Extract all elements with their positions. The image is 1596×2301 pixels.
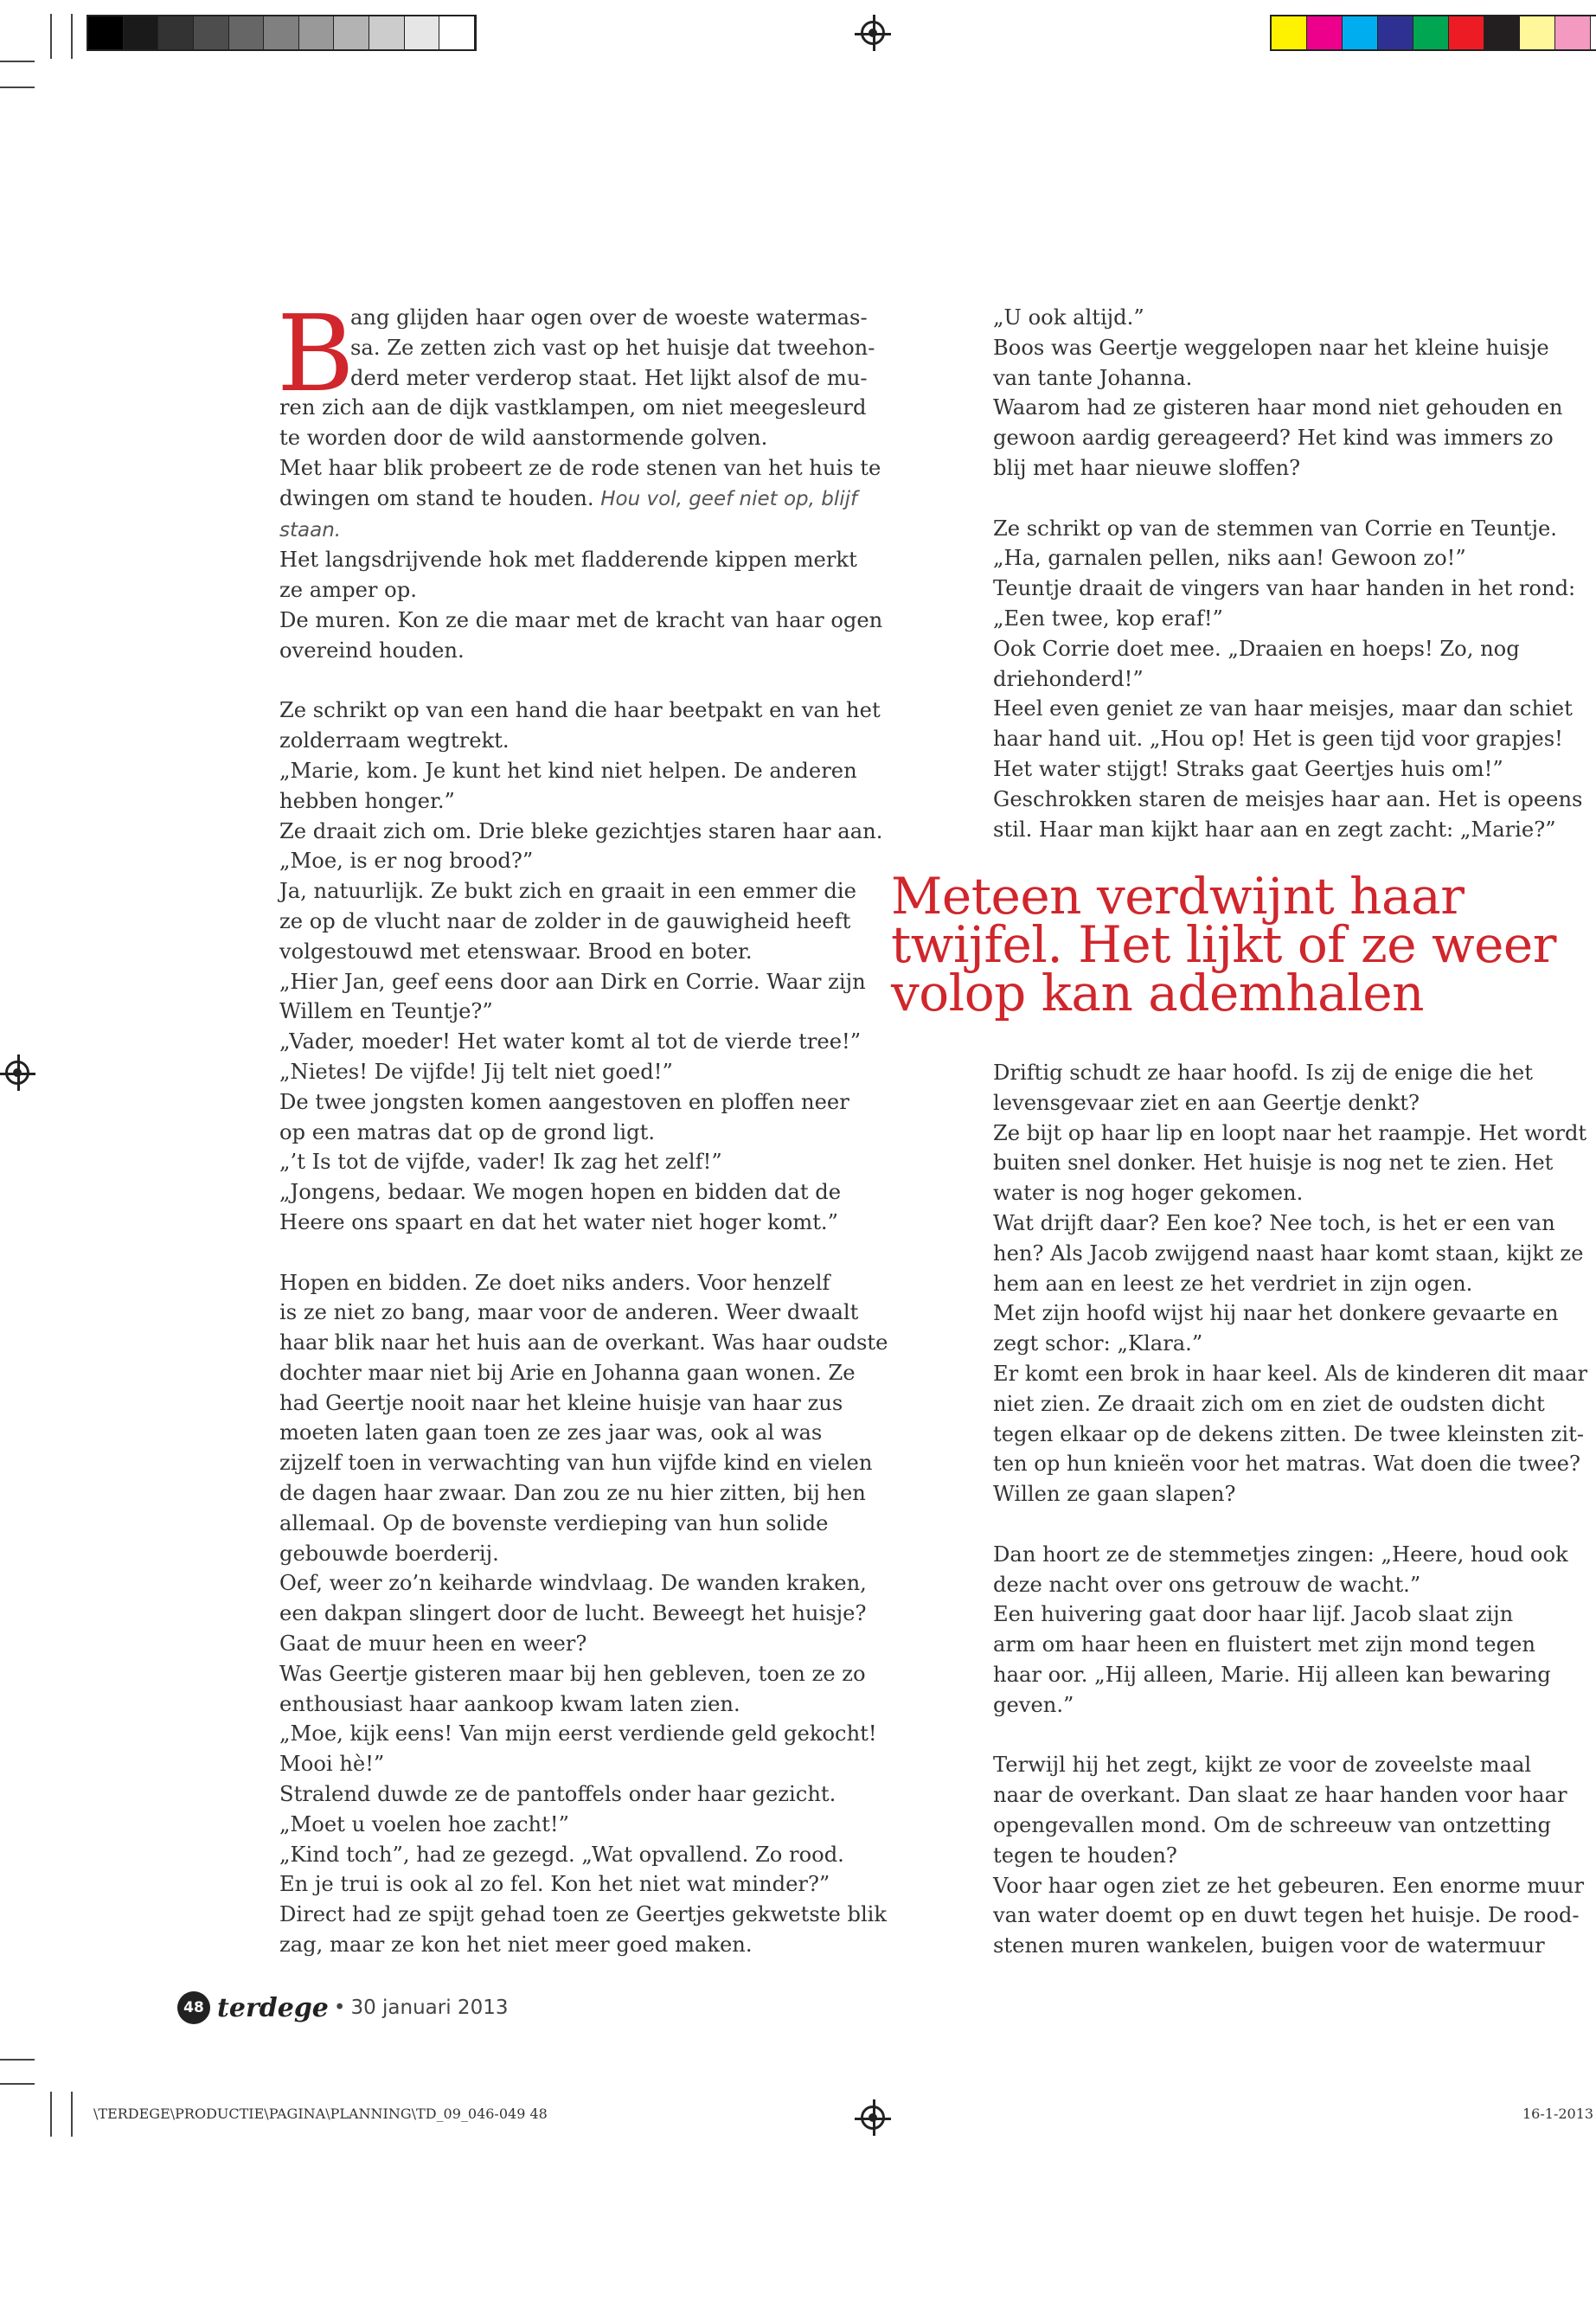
- article-line: naar de overkant. Dan slaat ze haar handen voor haar: [993, 1783, 1567, 1808]
- article-line: De muren. Kon ze die maar met de kracht van haar ogen: [279, 607, 883, 632]
- article-line: hebben honger.”: [279, 788, 455, 813]
- color-calibration-bar: [1270, 15, 1596, 51]
- article-line: Teuntje draait de vingers van haar handen in het rond:: [993, 576, 1576, 601]
- article-line: „Kind toch”, had ze gezegd. „Wat opvallend. Zo rood.: [279, 1842, 844, 1867]
- article-line: haar hand uit. „Hou op! Het is geen tijd voor grapjes!: [993, 727, 1563, 752]
- article-line: Wat drijft daar? Een koe? Nee toch, is het er een van: [993, 1210, 1555, 1235]
- article-line: arm om haar heen en fluistert met zijn mond tegen: [993, 1632, 1535, 1657]
- article-line: hen? Als Jacob zwijgend naast haar komt staan, kijkt ze: [993, 1240, 1584, 1266]
- crop-mark: [0, 87, 35, 88]
- article-line: Mooi hè!”: [279, 1752, 385, 1777]
- article-line: Driftig schudt ze haar hoofd. Is zij de enige die het: [993, 1061, 1533, 1085]
- article-line: [279, 484, 888, 515]
- article-line: Oef, weer zo’n keiharde windvlaag. De wanden kraken,: [279, 1571, 867, 1596]
- paragraph-gap: [279, 666, 888, 696]
- article-line: Heel even geniet ze van haar meisjes, maar dan schiet: [993, 696, 1573, 721]
- pull-quote-line: twijfel. Het lijkt of ze weer: [891, 915, 1556, 974]
- article-line: van water doemt op en duwt tegen het huisje. De rood-: [993, 1903, 1580, 1928]
- article-line: „Marie, kom. Je kunt het kind niet helpen. De anderen: [279, 758, 857, 783]
- article-line: Voor haar ogen ziet ze het gebeuren. Een enorme muur: [993, 1873, 1585, 1898]
- calibration-swatch: [369, 16, 405, 49]
- page-footer: [177, 1991, 508, 2024]
- article-right-column-top: [993, 303, 1582, 844]
- article-line: zegt schor: „Klara.”: [993, 1331, 1203, 1356]
- article-line: Stralend duwde ze de pantoffels onder haar gezicht.: [279, 1782, 836, 1807]
- article-line: Er komt een brok in haar keel. Als de kinderen dit maar: [993, 1361, 1588, 1386]
- crop-mark: [0, 61, 35, 62]
- calibration-swatch: [1307, 16, 1343, 49]
- article-line: op een matras dat op de grond ligt.: [279, 1119, 656, 1144]
- article-line: „Jongens, bedaar. We mogen hopen en bidden dat de: [279, 1180, 842, 1205]
- article-line: Terwijl hij het zegt, kijkt ze voor de zoveelste maal: [993, 1753, 1532, 1778]
- article-line: „Vader, moeder! Het water komt al tot de vierde tree!”: [279, 1029, 862, 1054]
- article-line: gewoon aardig gereageerd? Het kind was immers zo: [993, 426, 1554, 451]
- pull-quote-line: volop kan ademhalen: [891, 964, 1424, 1022]
- article-line: gebouwde boerderij.: [279, 1541, 499, 1566]
- drop-cap: B: [277, 292, 355, 415]
- print-slug-date: 16-1-2013: [1522, 2106, 1594, 2122]
- page-number-badge: 48: [177, 1991, 210, 2024]
- article-line: Met zijn hoofd wijst hij naar het donkere gevaarte en: [993, 1301, 1559, 1326]
- registration-mark-icon: [5, 1061, 29, 1085]
- article-line: „Een twee, kop eraf!”: [993, 606, 1223, 631]
- calibration-swatch: [229, 16, 265, 49]
- crop-mark: [50, 14, 52, 59]
- article-line: En je trui is ook al zo fel. Kon het niet wat minder?”: [279, 1872, 830, 1897]
- article-line: is ze niet zo bang, maar voor de anderen. Weer dwaalt: [279, 1300, 859, 1325]
- article-line: Gaat de muur heen en weer?: [279, 1631, 587, 1657]
- calibration-swatch: [1343, 16, 1378, 49]
- crop-mark: [0, 2083, 35, 2085]
- article-line: Ze schrikt op van een hand die haar beetpakt en van het: [279, 698, 881, 723]
- article-line: Ze draait zich om. Drie bleke gezichtjes staren haar aan.: [279, 818, 883, 843]
- article-line: de dagen haar zwaar. Dan zou ze nu hier zitten, bij hen: [279, 1481, 866, 1506]
- article-line: overeind houden.: [279, 638, 465, 663]
- article-line: „Nietes! De vijfde! Jij telt niet goed!”: [279, 1059, 673, 1084]
- calibration-swatch: [1555, 16, 1591, 49]
- crop-mark: [71, 2092, 73, 2137]
- pull-quote-line: Meteen verdwijnt haar: [891, 867, 1465, 926]
- article-line: driehonderd!”: [993, 666, 1144, 691]
- text-run: dwingen om stand te houden.: [279, 485, 601, 510]
- article-line: ze op de vlucht naar de zolder in de gauwigheid heeft: [279, 908, 851, 933]
- print-slug-path: \TERDEGE\PRODUCTIE\PAGINA\PLANNING\TD_09_046-049 48: [93, 2106, 548, 2122]
- article-line: Was Geertje gisteren maar bij hen gebleven, toen ze zo: [279, 1661, 866, 1686]
- calibration-swatch: [299, 16, 335, 49]
- article-line: Dan hoort ze de stemmetjes zingen: „Heere, houd ook: [993, 1541, 1568, 1567]
- article-line: water is nog hoger gekomen.: [993, 1181, 1304, 1206]
- calibration-swatch: [1378, 16, 1413, 49]
- article-line: [279, 515, 888, 546]
- article-line: van tante Johanna.: [993, 365, 1193, 390]
- article-line: ren zich aan de dijk vastklampen, om niet meegesleurd: [279, 395, 867, 420]
- article-line: enthousiast haar aankoop kwam laten zien.: [279, 1691, 740, 1716]
- calibration-swatch: [1520, 16, 1555, 49]
- article-line: haar oor. „Hij alleen, Marie. Hij alleen kan bewaring: [993, 1662, 1551, 1687]
- article-line: haar blik naar het huis aan de overkant. Was haar oudste: [279, 1330, 888, 1356]
- article-line: Hopen en bidden. Ze doet niks anders. Voor henzelf: [279, 1270, 830, 1295]
- calibration-swatch: [439, 16, 475, 49]
- article-line: „Moet u voelen hoe zacht!”: [279, 1811, 569, 1836]
- article-line: buiten snel donker. Het huisje is nog net te zien. Het: [993, 1150, 1554, 1176]
- article-line: stil. Haar man kijkt haar aan en zegt zacht: „Marie?”: [993, 817, 1556, 842]
- article-line: „Hier Jan, geef eens door aan Dirk en Corrie. Waar zijn: [279, 969, 866, 994]
- article-line: Het langsdrijvende hok met fladderende kippen merkt: [279, 548, 857, 573]
- article-line: deze nacht over ons getrouw de wacht.”: [993, 1572, 1421, 1597]
- article-line: Waarom had ze gisteren haar mond niet gehouden en: [993, 395, 1563, 420]
- pull-quote: [891, 867, 1556, 1022]
- calibration-swatch: [124, 16, 159, 49]
- article-line: Een huivering gaat door haar lijf. Jacob slaat zijn: [993, 1602, 1514, 1627]
- article-line: een dakpan slingert door de lucht. Beweegt het huisje?: [279, 1601, 867, 1626]
- article-line: Willen ze gaan slapen?: [993, 1482, 1236, 1507]
- registration-mark-icon: [861, 2106, 885, 2130]
- article-line: blij met haar nieuwe sloffen?: [993, 455, 1301, 480]
- article-line: dochter maar niet bij Arie en Johanna gaan wonen. Ze: [279, 1360, 856, 1385]
- crop-mark: [0, 2059, 35, 2061]
- article-line: zijzelf toen in verwachting van hun vijfde kind en vielen: [279, 1451, 873, 1476]
- article-line: ang glijden haar ogen over de woeste watermas-: [350, 305, 868, 330]
- article-line: Direct had ze spijt gehad toen ze Geertjes gekwetste blik: [279, 1902, 888, 1927]
- article-line: hem aan en leest ze het verdriet in zijn ogen.: [993, 1271, 1473, 1296]
- calibration-swatch: [1413, 16, 1449, 49]
- article-left-column: [277, 292, 888, 1960]
- article-line: Willem en Teuntje?”: [279, 999, 493, 1024]
- article-line: „U ook altijd.”: [993, 305, 1144, 330]
- article-line: De twee jongsten komen aangestoven en ploffen neer: [279, 1089, 849, 1114]
- crop-mark: [71, 14, 73, 59]
- paragraph-gap: [279, 1238, 888, 1268]
- article-line: Met haar blik probeert ze de rode stenen van het huis te: [279, 455, 881, 480]
- paragraph-gap: [993, 1721, 1587, 1751]
- calibration-swatch: [88, 16, 124, 49]
- issue-date: 30 januari 2013: [350, 1997, 509, 2019]
- calibration-swatch: [334, 16, 369, 49]
- article-line: had Geertje nooit naar het kleine huisje van haar zus: [279, 1390, 843, 1415]
- article-line: volgestouwd met etenswaar. Brood en boter.: [279, 939, 753, 964]
- article-line: „’t Is tot de vijfde, vader! Ik zag het zelf!”: [279, 1150, 722, 1175]
- article-line: Ze bijt op haar lip en loopt naar het raampje. Het wordt: [993, 1120, 1587, 1145]
- article-line: tegen elkaar op de dekens zitten. De twee kleinsten zit-: [993, 1421, 1584, 1446]
- article-line: Ze schrikt op van de stemmen van Corrie en Teuntje.: [993, 516, 1557, 541]
- article-line: niet zien. Ze draait zich om en ziet de oudsten dicht: [993, 1391, 1545, 1416]
- calibration-swatch: [194, 16, 229, 49]
- italic-text-run: staan.: [279, 518, 342, 542]
- calibration-swatch: [158, 16, 194, 49]
- article-line: „Moe, kijk eens! Van mijn eerst verdiende geld gekocht!: [279, 1721, 877, 1747]
- calibration-swatch: [264, 16, 299, 49]
- article-line: te worden door de wild aanstormende golven.: [279, 426, 768, 451]
- article-line: Boos was Geertje weggelopen naar het kleine huisje: [993, 335, 1549, 360]
- article-line: sa. Ze zetten zich vast op het huisje dat tweehon-: [350, 335, 875, 360]
- registration-mark-icon: [861, 21, 885, 45]
- calibration-swatch: [405, 16, 440, 49]
- article-line: ze amper op.: [279, 578, 417, 603]
- footer-bullet: •: [333, 1997, 346, 2019]
- article-line: tegen te houden?: [993, 1843, 1177, 1868]
- article-line: Geschrokken staren de meisjes haar aan. Het is opeens: [993, 786, 1583, 811]
- article-line: Ook Corrie doet mee. „Draaien en hoeps! Zo, nog: [993, 636, 1520, 661]
- article-right-column-bottom: [993, 1058, 1587, 1961]
- article-line: geven.”: [993, 1692, 1074, 1717]
- magazine-logo: terdege: [217, 1992, 329, 2023]
- article-line: stenen muren wankelen, buigen voor de watermuur: [993, 1933, 1545, 1958]
- paragraph-gap: [993, 484, 1582, 514]
- article-line: derd meter verderop staat. Het lijkt alsof de mu-: [350, 365, 868, 390]
- article-line: „Ha, garnalen pellen, niks aan! Gewoon zo!”: [993, 546, 1466, 571]
- calibration-swatch: [1272, 16, 1307, 49]
- article-line: ten op hun knieën voor het matras. Wat doen die twee?: [993, 1452, 1580, 1477]
- article-line: levensgevaar ziet en aan Geertje denkt?: [993, 1090, 1420, 1115]
- article-line: zag, maar ze kon het niet meer goed maken.: [279, 1932, 753, 1958]
- article-line: moeten laten gaan toen ze zes jaar was, ook al was: [279, 1420, 823, 1445]
- article-line: Het water stijgt! Straks gaat Geertjes huis om!”: [993, 756, 1503, 781]
- italic-text-run: Hou vol, geef niet op, blijf: [600, 487, 858, 510]
- article-line: allemaal. Op de bovenste verdieping van hun solide: [279, 1510, 829, 1535]
- article-line: „Moe, is er nog brood?”: [279, 849, 534, 874]
- calibration-swatch: [1484, 16, 1520, 49]
- crop-mark: [50, 2092, 52, 2137]
- article-line: zolderraam wegtrekt.: [279, 728, 510, 753]
- article-line: Heere ons spaart en dat het water niet hoger komt.”: [279, 1209, 838, 1234]
- calibration-swatch: [1449, 16, 1484, 49]
- article-line: Ja, natuurlijk. Ze bukt zich en graait in een emmer die: [279, 879, 856, 904]
- article-line: opengevallen mond. Om de schreeuw van ontzetting: [993, 1812, 1551, 1837]
- grayscale-calibration-bar: [87, 15, 477, 51]
- paragraph-gap: [993, 1509, 1587, 1540]
